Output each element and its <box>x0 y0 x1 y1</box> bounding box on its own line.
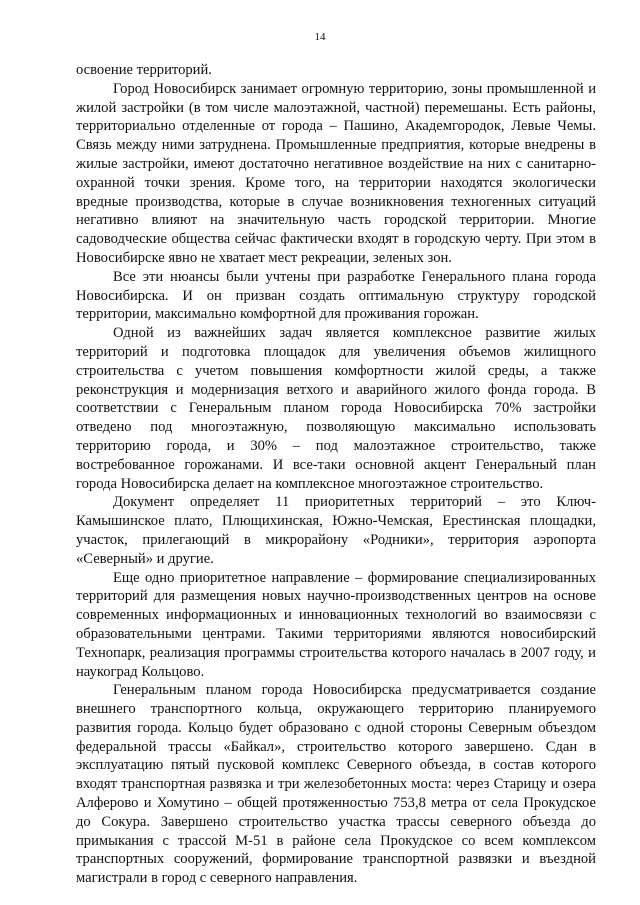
paragraph-science-centers: Еще одно приоритетное направление – формирование специализированных территорий для размещения новых научно-производственных центров на основе современных информационных и инновационных технологий во взаимосвязи с образовательными центрами. Такими территориями являются новосибирский Технопарк, реализация программы строительства которого началась в 2007 году, и наукоград Кольцово. <box>76 569 596 680</box>
page-number: 14 <box>314 31 326 43</box>
document-body <box>76 61 596 888</box>
paragraph-general-plan: Все эти нюансы были учтены при разработке Генерального плана города Новосибирска. И он призван создать оптимальную структуру городской территории, максимально комфортной для проживания горожан. <box>76 268 596 323</box>
paragraph-housing-development: Одной из важнейших задач является комплексное развитие жилых территорий и подготовка площадок для увеличения объемов жилищного строительства с учетом повышения комфортности жилой среды, а также реконструкция и модернизация ветхого и аварийного жилого фонда города. В соответствии с Генеральным планом города Новосибирска 70% застройки отведено под многоэтажную, позволяющую максимально использовать территорию города, и 30% – под малоэтажное строительство, также востребованное горожанами. И все-таки основной акцент Генеральный план города Новосибирска делает на комплексное многоэтажное строительство. <box>76 325 596 492</box>
paragraph-transport-ring: Генеральным планом города Новосибирска предусматривается создание внешнего транспортного кольца, окружающего территорию планируемого развития города. Кольцо будет образовано с одной стороны Северным объездом федеральной трассы «Байкал», строительство которого завершено. Сдан в эксплуатацию пятый пусковой комплекс Северного объезда, в состав которого входят транспортная развязка и три железобетонных моста: через Старицу и озера Алферово и Хомутино – общей протяженностью 753,8 метра от села Прокудское до Сокура. Завершено строительство участка трассы северного объезда до примыкания с трассой М-51 в районе села Прокудское со всем комплексом транспортных сооружений, формирование транспортной развязки и въездной магистрали в город с северного направления. <box>76 682 596 887</box>
paragraph-priority-territories: Документ определяет 11 приоритетных территорий – это Ключ-Камышинское плато, Плющихинская, Южно-Чемская, Ерестинская площадки, участок, прилегающий в микрорайону «Родники», территория аэропорта «Северный» и другие. <box>76 494 596 567</box>
paragraph-city-territory: Город Новосибирск занимает огромную территорию, зоны промышленной и жилой застройки (в том числе малоэтажной, частной) перемешаны. Есть районы, территориально отделенные от города – Пашино, Академгородок, Левые Чемы. Связь между ними затруднена. Промышленные предприятия, которые внедрены в жилые застройки, имеют достаточно негативное воздействие на них с санитарно-охранной точки зрения. Кроме того, на территории находятся экологически вредные производства, которые в случае возникновения техногенных ситуаций негативно влияют на значительную часть городской территории. Многие садоводческие общества сейчас фактически входят в городскую черту. При этом в Новосибирске явно не хватает мест рекреации, зеленых зон. <box>76 80 596 266</box>
paragraph-continuation: освоение территорий. <box>76 62 212 78</box>
